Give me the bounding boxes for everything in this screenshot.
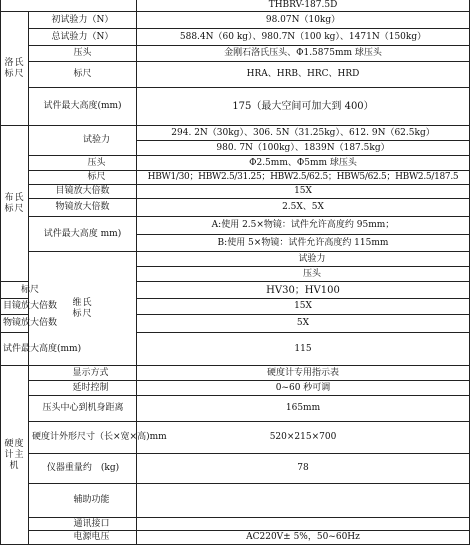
- row-label: 总试验力（N）: [29, 29, 137, 46]
- row-label: 硬度计外形尺寸（长×宽×高)mm: [29, 422, 137, 454]
- table-row: [1, 422, 470, 454]
- row-value: HBW1/30；HBW2.5/31.25；HBW2.5/62.5；HBW5/62.5；HBW2.5/187.5: [137, 171, 470, 185]
- row-value: 165mm: [137, 396, 470, 422]
- row-value: 0~60 秒可调: [137, 381, 470, 396]
- table-row: [1, 454, 470, 484]
- brinell-group-label: 布氏 标尺: [1, 126, 29, 282]
- table-row: [1, 62, 470, 88]
- row-label: 压头: [29, 46, 137, 62]
- row-value: A:使用 2.5×物镜：试件允许高度约 95mm；: [137, 217, 470, 235]
- row-value: 15X: [137, 299, 470, 315]
- row-value: 5X: [137, 315, 470, 333]
- row-value: 金刚石洛氏压头、Φ1.5875mm 球压头: [137, 46, 470, 62]
- table-row: [1, 396, 470, 422]
- row-label: 压头: [137, 267, 470, 282]
- row-label: 试件最大高度(mm): [1, 333, 29, 366]
- vickers-group-label: 维氏 标尺: [29, 252, 137, 366]
- table-row: [1, 29, 470, 46]
- row-label: 目镜放大倍数: [1, 299, 29, 315]
- row-value: 硬度计专用指示表: [137, 366, 470, 381]
- row-value: 15X: [137, 185, 470, 199]
- table-row: [1, 531, 470, 545]
- row-label: 延时控制: [29, 381, 137, 396]
- row-value: 115: [137, 333, 470, 366]
- table-row: [1, 171, 470, 185]
- table-row: [1, 366, 470, 381]
- row-label: 标尺: [1, 282, 29, 299]
- table-row: [1, 46, 470, 62]
- row-label: 试验力: [29, 126, 137, 156]
- row-value: [137, 518, 470, 531]
- table-row: [1, 88, 470, 126]
- row-label: 试件最大高度(mm): [29, 88, 137, 126]
- row-label: 电源电压: [29, 531, 137, 545]
- table-row: [1, 381, 470, 396]
- row-value: 78: [137, 454, 470, 484]
- row-label: 初试验力（N）: [29, 12, 137, 29]
- table-row: [1, 217, 470, 235]
- row-value: 980. 7N（100kg）、1839N（187.5kg）: [137, 141, 470, 156]
- row-label: 物镜放大倍数: [29, 199, 137, 217]
- table-row: [1, 156, 470, 171]
- table-row: [1, 12, 470, 29]
- row-value: [137, 484, 470, 518]
- row-value: 520×215×700: [137, 422, 470, 454]
- row-label: 仪器重量约 (kg): [29, 454, 137, 484]
- table-row: [1, 126, 470, 141]
- row-value: Φ2.5mm、Φ5mm 球压头: [137, 156, 470, 171]
- row-value: 175（最大空间可加大到 400）: [137, 88, 470, 126]
- row-value: 588.4N（60 kg）、980.7N（100 kg）、1471N（150kg）: [137, 29, 470, 46]
- row-label: 试件最大高度 mm): [29, 217, 137, 252]
- row-label: 通讯接口: [29, 518, 137, 531]
- model-row: [1, 0, 470, 12]
- row-value: 294. 2N（30kg）、306. 5N（31.25kg）、612. 9N（62.5kg）: [137, 126, 470, 141]
- row-label: 标尺: [29, 62, 137, 88]
- row-value: 98.07N（10kg）: [137, 12, 470, 29]
- row-value: 2.5X、5X: [137, 199, 470, 217]
- table-row: [1, 185, 470, 199]
- main-unit-group-label: 硬度 计主 机: [1, 366, 29, 545]
- row-label: 辅助功能: [29, 484, 137, 518]
- row-value: HV30；HV100: [137, 282, 470, 299]
- model-name: THBRV-187.5D: [137, 0, 470, 12]
- row-label: 试验力: [137, 252, 470, 267]
- table-row: [1, 518, 470, 531]
- row-label: 物镜放大倍数: [1, 315, 29, 333]
- row-label: 显示方式: [29, 366, 137, 381]
- table-row: [1, 199, 470, 217]
- row-label: 压头: [29, 156, 137, 171]
- rockwell-group-label: 洛氏 标尺: [1, 12, 29, 126]
- model-blank-cell: [1, 0, 137, 12]
- table-row: [1, 252, 470, 267]
- row-value: HRA、HRB、HRC、HRD: [137, 62, 470, 88]
- table-row: [1, 484, 470, 518]
- row-value: B:使用 5×物镜：试件允许高度约 115mm: [137, 235, 470, 252]
- row-label: 标尺: [29, 171, 137, 185]
- row-label: 目镜放大倍数: [29, 185, 137, 199]
- row-label: 压头中心到机身距离: [29, 396, 137, 422]
- row-value: AC220V± 5%，50~60Hz: [137, 531, 470, 545]
